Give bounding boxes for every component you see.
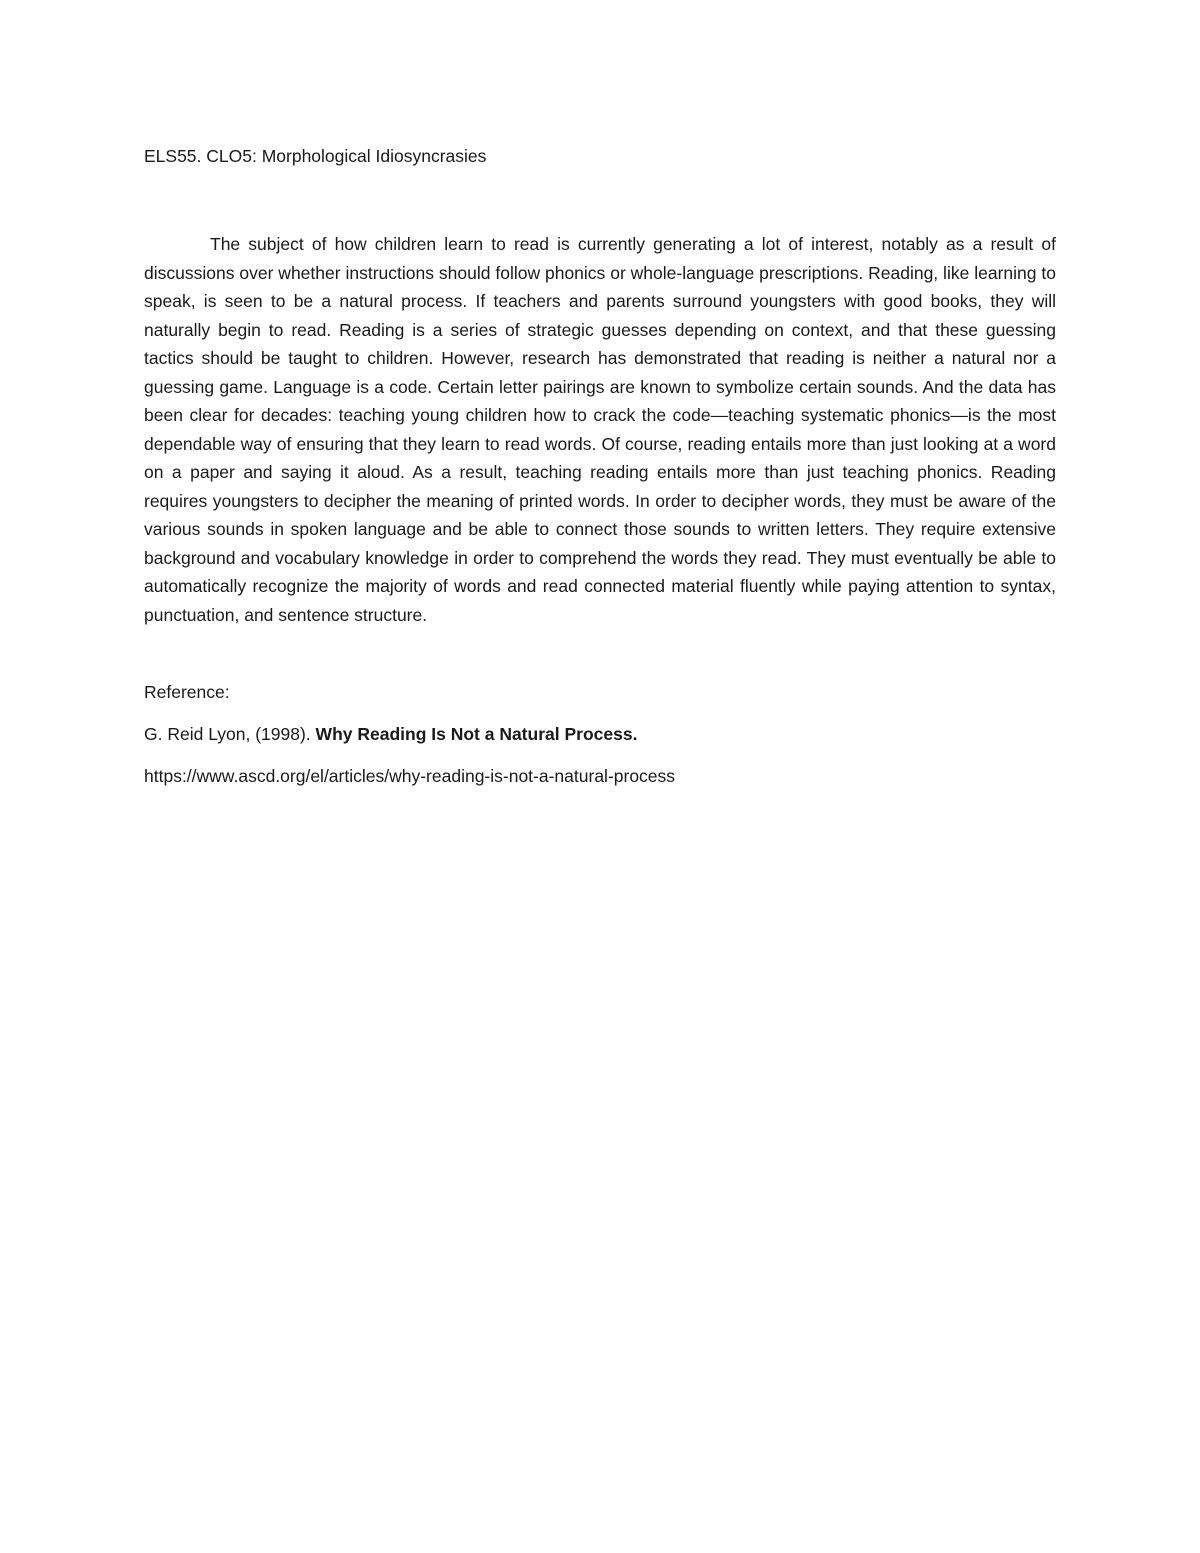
document-title: ELS55. CLO5: Morphological Idiosyncrasies [144,146,487,166]
reference-label: Reference: [144,682,230,702]
body-paragraph: The subject of how children learn to read is currently generating a lot of interest, notably as a result of discussions over whether instructions should follow phonics or whole-language prescriptions. Reading, like learning to speak, is seen to be a natural process. If teachers and parents surround youngsters with good books, they will naturally begin to read. Reading is a series of strategic guesses depending on context, and that these guessing tactics should be taught to children. However, research has demonstrated that reading is neither a natural nor a guessing game. Language is a code. Certain letter pairings are known to symbolize certain sounds. And the data has been clear for decades: teaching young children how to crack the code—teaching systematic phonics—is the most dependable way of ensuring that they learn to read words. Of course, reading entails more than just looking at a word on a paper and saying it aloud. As a result, teaching reading entails more than just teaching phonics. Reading requires youngsters to decipher the meaning of printed words. In order to decipher words, they must be aware of the various sounds in spoken language and be able to connect those sounds to written letters. They require extensive background and vocabulary knowledge in order to comprehend the words they read. They must eventually be able to automatically recognize the majority of words and read connected material fluently while paying attention to syntax, punctuation, and sentence structure. [144,234,1056,625]
citation [144,721,1056,747]
citation-author-year: G. Reid Lyon, (1998). [144,724,311,744]
reference-url[interactable]: https://www.ascd.org/el/articles/why-reading-is-not-a-natural-process [144,766,676,786]
citation-work-title: Why Reading Is Not a Natural Process. [315,724,638,744]
document-content [144,143,1056,789]
